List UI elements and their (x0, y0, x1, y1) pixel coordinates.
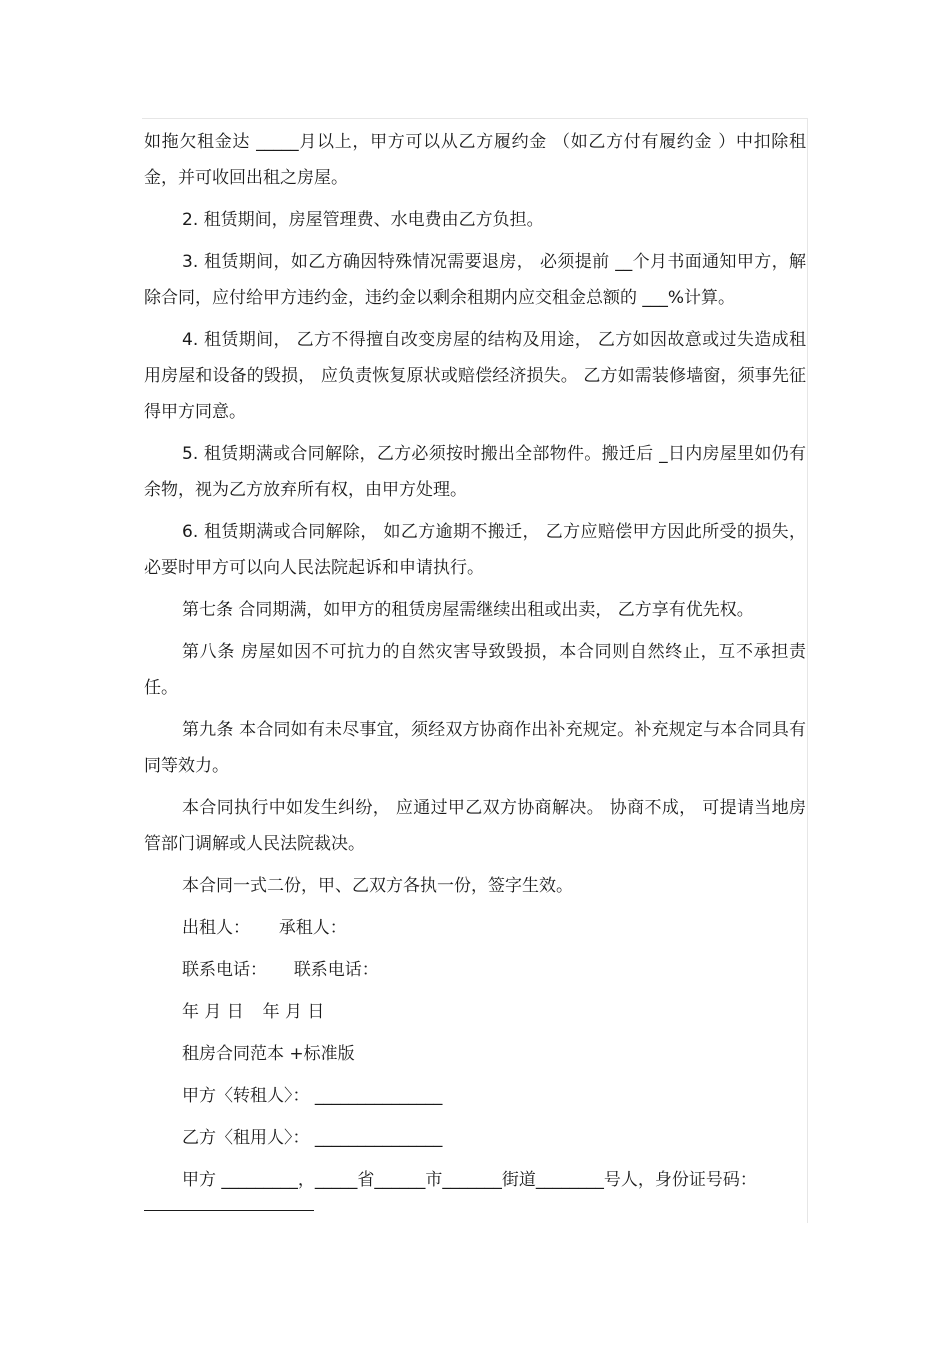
id-number-blank (144, 1200, 314, 1211)
clause-paragraph: 6. 租赁期满或合同解除， 如乙方逾期不搬迁， 乙方应赔偿甲方因此所受的损失，必要时甲方可以向人民法院起诉和申请执行。 (144, 522, 806, 578)
signature-phones (182, 952, 806, 988)
clause-paragraph: 5. 租赁期满或合同解除，乙方必须按时搬出全部物件。搬迁后 _日内房屋里如仍有余物，视为乙方放弃所有权，由甲方处理。 (144, 444, 806, 500)
lessor-phone-label: 联系电话： (182, 960, 267, 980)
clause-paragraph: 如拖欠租金达 _____月以上，甲方可以从乙方履约金 （如乙方付有履约金 ）中扣除租金，并可收回出租之房屋。 (144, 132, 806, 188)
clause-paragraph: 3. 租赁期间，如乙方确因特殊情况需要退房， 必须提前 __个月书面通知甲方，解除合同，应付给甲方违约金，违约金以剩余租期内应交租金总额的 ___%计算。 (144, 252, 806, 308)
lessor-label: 出租人： (182, 918, 250, 938)
copies-clause: 本合同一式二份，甲、乙双方各执一份，签字生效。 (182, 876, 573, 896)
second-contract-title: 租房合同范本 +标准版 (182, 1044, 355, 1064)
article-nine: 第九条 本合同如有未尽事宜，须经双方协商作出补充规定。补充规定与本合同具有同等效力。 (144, 720, 806, 776)
clause-paragraph: 2. 租赁期间，房屋管理费、水电费由乙方负担。 (182, 210, 544, 230)
lessee-date: 年 月 日 (262, 1002, 325, 1022)
clause-paragraph: 4. 租赁期间， 乙方不得擅自改变房屋的结构及用途， 乙方如因故意或过失造成租用房屋和设备的毁损， 应负责恢复原状或赔偿经济损失。 乙方如需装修墙窗，须事先征得甲方同意。 (144, 330, 806, 422)
address-line: 甲方 _________，_____省______市_______街道________号人，身份证号码： (182, 1170, 757, 1190)
party-b-line: 乙方〈租用人〉： _______________ (182, 1128, 443, 1148)
dispute-clause: 本合同执行中如发生纠纷， 应通过甲乙双方协商解决。 协商不成， 可提请当地房管部门调解或人民法院裁决。 (144, 798, 806, 854)
article-seven: 第七条 合同期满，如甲方的租赁房屋需继续出租或出卖， 乙方享有优先权。 (182, 600, 754, 620)
lessee-label: 承租人： (278, 918, 347, 938)
party-a-line: 甲方〈转租人〉： _______________ (182, 1086, 443, 1106)
document-body (144, 124, 806, 1211)
article-eight: 第八条 房屋如因不可抗力的自然灾害导致毁损，本合同则自然终止，互不承担责任。 (144, 642, 806, 698)
signature-parties (182, 910, 806, 946)
lessee-phone-label: 联系电话： (293, 960, 379, 980)
signature-dates (182, 994, 806, 1030)
lessor-date: 年 月 日 (182, 1002, 244, 1022)
